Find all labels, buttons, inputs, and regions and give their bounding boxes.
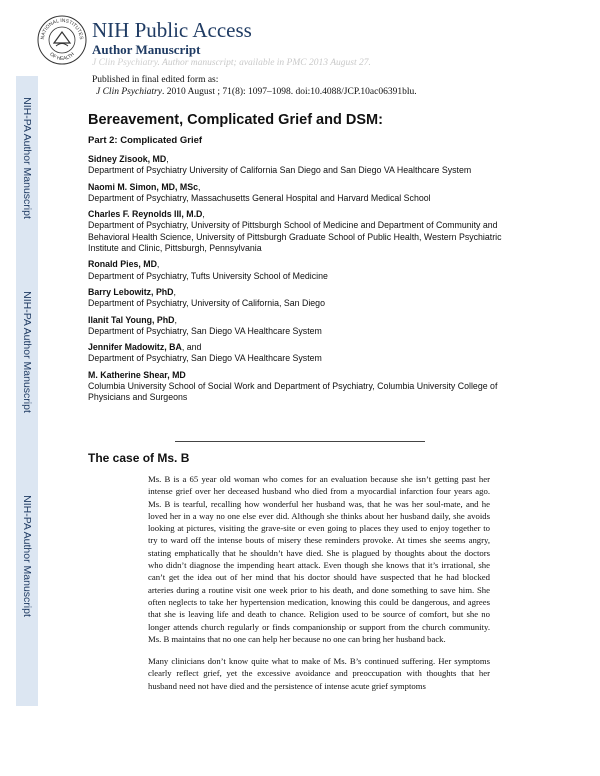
section-heading: The case of Ms. B [88, 451, 190, 465]
article-title: Bereavement, Complicated Grief and DSM: [88, 112, 383, 128]
author-affiliation: Department of Psychiatry, San Diego VA Healthcare System [88, 325, 322, 336]
author-affiliation: Department of Psychiatry, San Diego VA Healthcare System [88, 353, 322, 364]
author-name: Jennifer Madowitz, BA [88, 342, 182, 353]
author-suffix: , and [181, 342, 202, 353]
author-list [88, 154, 508, 409]
availability-note [92, 58, 371, 68]
author-entry [88, 154, 508, 177]
citation-details: . 2010 August ; 71(8): 1097–1098. doi:10.4088/JCP.10ac06391blu. [161, 87, 417, 97]
author-suffix: , [197, 181, 201, 192]
citation [92, 86, 417, 98]
author-entry [88, 342, 508, 365]
header-title: NIH Public Access [92, 18, 252, 42]
eagle-icon [54, 32, 70, 43]
author-affiliation: Department of Psychiatry, Massachusetts General Hospital and Harvard Medical School [88, 192, 431, 203]
author-name: Sidney Zisook, MD [88, 154, 167, 164]
note-text: . Author manuscript; available in PMC 2013 August 27. [157, 58, 371, 68]
author-affiliation: Department of Psychiatry University of California San Diego and San Diego VA Healthcare System [88, 165, 472, 176]
author-affiliation: Columbia University School of Social Work and Department of Psychiatry, Columbia University College of Physicians and Surgeons [88, 381, 498, 403]
author-entry [88, 287, 508, 310]
author-entry [88, 315, 508, 338]
author-name: Barry Lebowitz, PhD [88, 286, 174, 297]
author-entry [88, 370, 508, 404]
author-entry [88, 182, 508, 205]
author-affiliation: Department of Psychiatry, University of Pittsburgh School of Medicine and Department of Community and Behavioral Health Science, University of Pittsburgh Graduate School of Public Health, Western Psychiatric Institute and Clinic, Pittsburgh, Pennsylvania [88, 220, 502, 254]
author-suffix: , [156, 259, 160, 270]
section-divider [175, 441, 425, 442]
author-name: Charles F. Reynolds III, M.D [88, 209, 203, 220]
author-affiliation: Department of Psychiatry, University of California, San Diego [88, 298, 325, 309]
author-name: M. Katherine Shear, MD [88, 369, 186, 380]
sidebar-label-1: NIH-PA Author Manuscript [21, 97, 33, 219]
author-name: Naomi M. Simon, MD, MSc [88, 181, 198, 192]
author-suffix: , [174, 314, 177, 325]
note-journal: J Clin Psychiatry [92, 58, 158, 68]
article-subtitle: Part 2: Complicated Grief [88, 135, 203, 146]
author-affiliation: Department of Psychiatry, Tufts University School of Medicine [88, 270, 328, 281]
author-entry [88, 209, 508, 254]
svg-text:NATIONAL INSTITUTES: NATIONAL INSTITUTES [39, 17, 85, 40]
author-suffix: , [166, 154, 169, 164]
citation-journal: J Clin Psychiatry [96, 87, 162, 97]
body-paragraph: Ms. B is a 65 year old woman who comes for an evaluation because she isn’t getting past her intense grief over her deceased husband who died from a myocardial infarction four years ago. Ms. B is tearful, recalling how wonderful her husband was, that he was her soul-mate, and he loved her in a way no one else ever did. Although she thinks about her husband daily, she avoids looking at pictures, visiting the grave-site or even going to places they used to enjoy together to try to ward off the intense bouts of misery these reminders provoke. At times she seems angry, stating emphatically that he shouldn’t have died. She is plagued by thoughts about the doctors who didn’t diagnose the impending heart attack. Even though she knows that it’s irrational, she can’t get the idea out of her mind that his doctor should have suspected that he had blocked arteries during a routine visit one week prior to his death, and done something to save him. She often neglects to take her hypertension medication, knowing this could be dangerous, and agrees that she is leaving life and death to chance. Religion used to be source of comfort, but she no longer attends church regularly or finds companionship or support from the church community. Ms. B maintains that no one can help her because no one can bring her husband back. [148, 474, 490, 644]
svg-text:OF HEALTH: OF HEALTH [48, 51, 76, 63]
author-entry [88, 259, 508, 282]
nih-logo [36, 14, 88, 66]
header-subtitle: Author Manuscript [92, 42, 201, 57]
section-body [148, 473, 490, 702]
sidebar-label-2: NIH-PA Author Manuscript [21, 291, 33, 413]
publication-info [92, 74, 417, 98]
body-paragraph: Many clinicians don’t know quite what to make of Ms. B’s continued suffering. Her symptoms clearly reflect grief, yet the excessive avoidance and preoccupation with thoughts that her husband need not have died and the persistence of intense acute grief symptoms [148, 656, 490, 691]
sidebar-label-3: NIH-PA Author Manuscript [21, 495, 33, 617]
author-suffix: , [173, 286, 176, 297]
author-name: Ilanit Tal Young, PhD [88, 314, 175, 325]
published-label: Published in final edited form as: [92, 75, 219, 85]
author-name: Ronald Pies, MD [88, 259, 157, 270]
author-suffix: , [202, 209, 205, 220]
